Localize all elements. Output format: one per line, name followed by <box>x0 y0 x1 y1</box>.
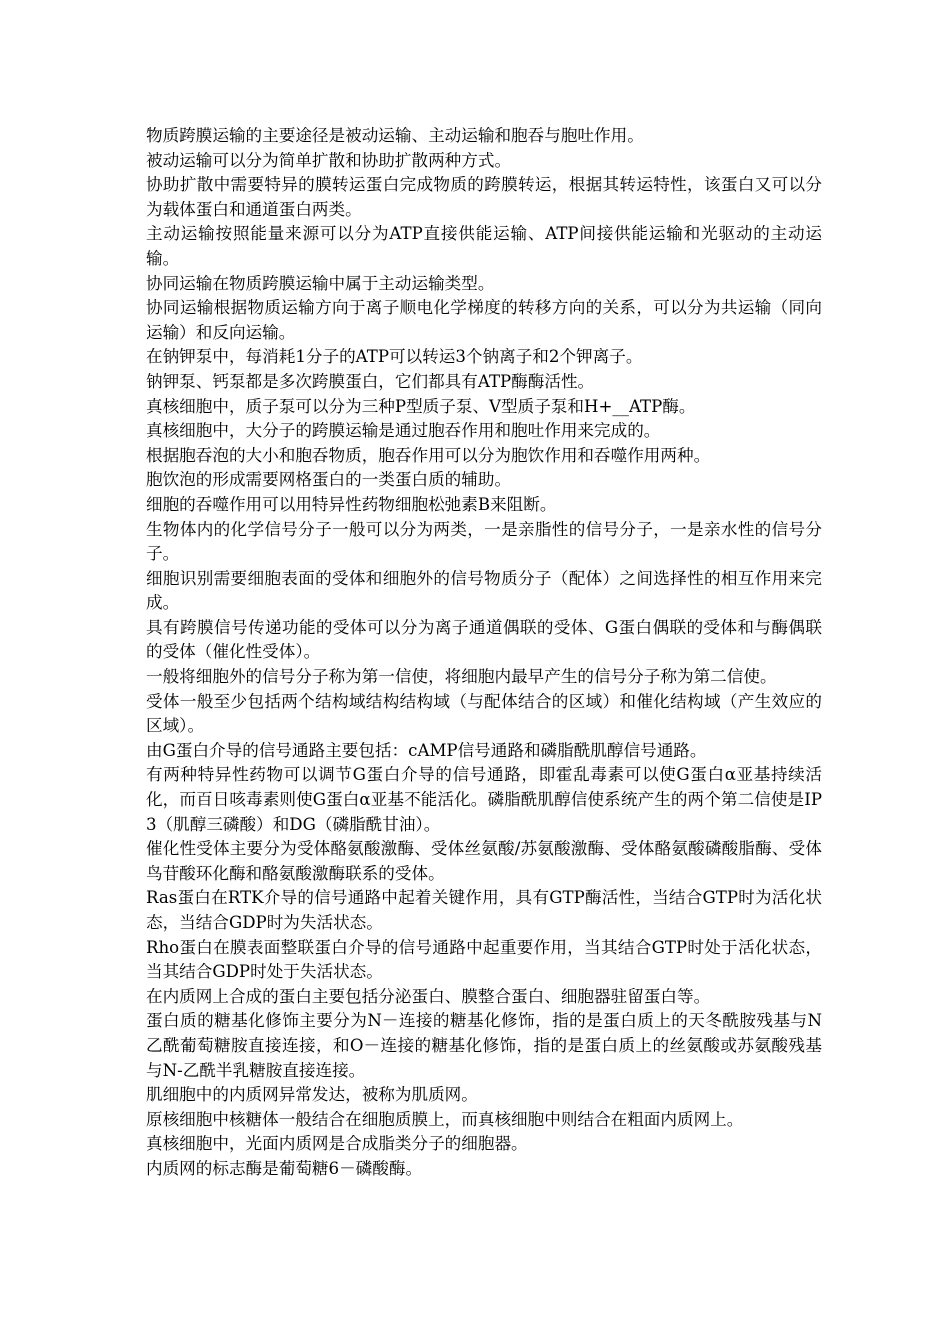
paragraph: 协同运输根据物质运输方向于离子顺电化学梯度的转移方向的关系，可以分为共运输（同向运输）和反向运输。 <box>146 298 822 342</box>
paragraph: Rho蛋白在膜表面整联蛋白介导的信号通路中起重要作用，当其结合GTP时处于活化状态，当其结合GDP时处于失活状态。 <box>146 937 822 982</box>
paragraph: 原核细胞中核糖体一般结合在细胞质膜上，而真核细胞中则结合在粗面内质网上。 <box>146 1109 744 1129</box>
paragraph: 内质网的标志酶是葡萄糖6－磷酸酶。 <box>146 1158 423 1178</box>
paragraph: 受体一般至少包括两个结构域结构结构域（与配体结合的区域）和催化结构域（产生效应的区域）。 <box>146 691 822 736</box>
document-page <box>146 124 822 1182</box>
paragraph: 一般将细胞外的信号分子称为第一信使，将细胞内最早产生的信号分子称为第二信使。 <box>146 667 777 687</box>
paragraph: 在钠钾泵中，每消耗1分子的ATP可以转运3个钠离子和2个钾离子。 <box>146 347 643 367</box>
paragraph: 物质跨膜运输的主要途径是被动运输、主动运输和胞吞与胞吐作用。 <box>146 126 644 145</box>
paragraph: 真核细胞中，光面内质网是合成脂类分子的细胞器。 <box>146 1134 528 1154</box>
paragraph: 由G蛋白介导的信号通路主要包括：cAMP信号通路和磷脂酰肌醇信号通路。 <box>146 740 707 760</box>
paragraph: 真核细胞中，大分子的跨膜运输是通过胞吞作用和胞吐作用来完成的。 <box>146 421 661 441</box>
paragraph: 被动运输可以分为简单扩散和协助扩散两种方式。 <box>146 150 512 170</box>
paragraph: 具有跨膜信号传递功能的受体可以分为离子通道偶联的受体、G蛋白偶联的受体和与酶偶联的受体（催化性受体）。 <box>146 617 822 662</box>
paragraph: Ras蛋白在RTK介导的信号通路中起着关键作用，具有GTP酶活性，当结合GTP时为活化状态，当结合GDP时为失活状态。 <box>146 888 822 932</box>
paragraph: 协助扩散中需要特异的膜转运蛋白完成物质的跨膜转运，根据其转运特性，该蛋白又可以分为载体蛋白和通道蛋白两类。 <box>146 175 822 219</box>
paragraph: 蛋白质的糖基化修饰主要分为N－连接的糖基化修饰，指的是蛋白质上的天冬酰胺残基与N乙酰葡萄糖胺直接连接，和O－连接的糖基化修饰，指的是蛋白质上的丝氨酸或苏氨酸残基与N-乙酰半乳糖胺直接连接。 <box>146 1011 822 1080</box>
paragraph: 有两种特异性药物可以调节G蛋白介导的信号通路，即霍乱毒素可以使G蛋白α亚基持续活化，而百日咳毒素则使G蛋白α亚基不能活化。磷脂酰肌醇信使系统产生的两个第二信使是IP3（肌醇三磷酸）和DG（磷脂酰甘油）。 <box>146 765 822 834</box>
paragraph: 细胞的吞噬作用可以用特异性药物细胞松弛素B来阻断。 <box>146 494 557 514</box>
paragraph: 钠钾泵、钙泵都是多次跨膜蛋白，它们都具有ATP酶酶活性。 <box>146 371 595 391</box>
paragraph: 胞饮泡的形成需要网格蛋白的一类蛋白质的辅助。 <box>146 470 512 490</box>
paragraph: 细胞识别需要细胞表面的受体和细胞外的信号物质分子（配体）之间选择性的相互作用来完成。 <box>146 568 822 613</box>
paragraph: 生物体内的化学信号分子一般可以分为两类，一是亲脂性的信号分子，一是亲水性的信号分子。 <box>146 519 822 564</box>
paragraph: 催化性受体主要分为受体酪氨酸激酶、受体丝氨酸/苏氨酸激酶、受体酪氨酸磷酸脂酶、受体鸟苷酸环化酶和酪氨酸激酶联系的受体。 <box>146 839 822 883</box>
paragraph: 在内质网上合成的蛋白主要包括分泌蛋白、膜整合蛋白、细胞器驻留蛋白等。 <box>146 986 711 1006</box>
paragraph: 主动运输按照能量来源可以分为ATP直接供能运输、ATP间接供能运输和光驱动的主动运输。 <box>146 224 822 268</box>
paragraph: 真核细胞中，质子泵可以分为三种P型质子泵、V型质子泵和H+__ATP酶。 <box>146 396 696 416</box>
paragraph: 肌细胞中的内质网异常发达，被称为肌质网。 <box>146 1085 478 1105</box>
paragraph: 协同运输在物质跨膜运输中属于主动运输类型。 <box>146 273 495 293</box>
paragraph: 根据胞吞泡的大小和胞吞物质，胞吞作用可以分为胞饮作用和吞噬作用两种。 <box>146 445 711 465</box>
